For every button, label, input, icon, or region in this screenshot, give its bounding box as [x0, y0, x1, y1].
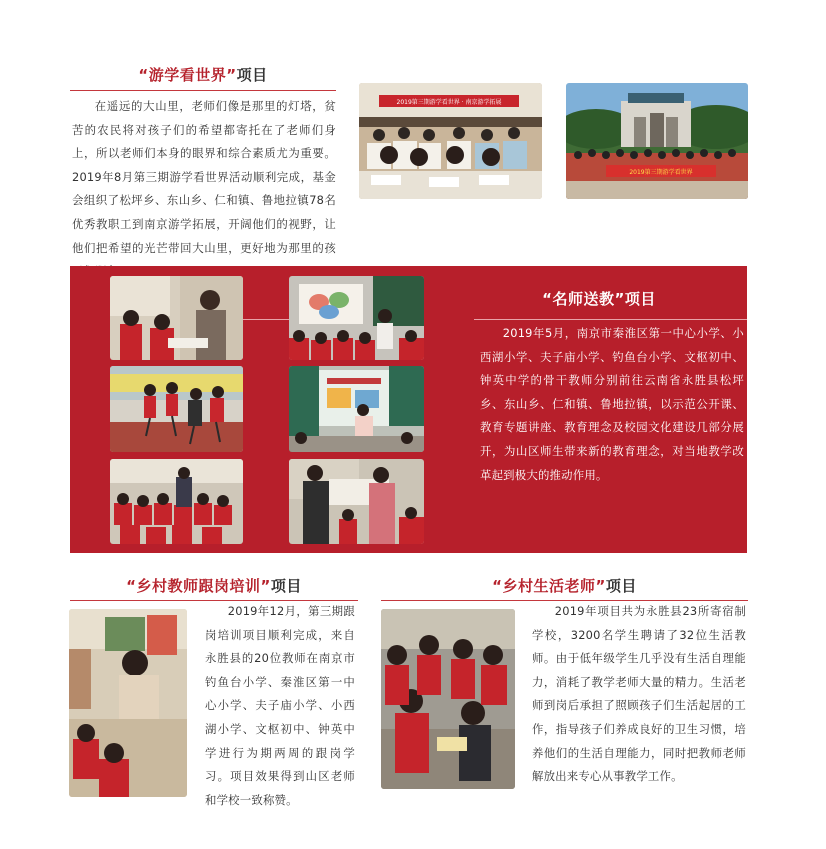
section3-paragraph: 2019年12月，第三期跟岗培训项目顺利完成，来自永胜县的20位教师在南京市钓鱼台小学、秦淮区第一中心小学、夫子庙小学、小西湖小学、文枢初中、钟英中学进行为期两周的跟岗学习。项目效果得到山区老师和学校一致称赞。 [205, 604, 355, 807]
group-banner-text: 2019第三期游学看世界 [629, 169, 693, 176]
section1-paragraph: 在遥远的大山里，老师们像是那里的灯塔，贫苦的农民将对孩子们的希望都寄托在了老师们身上，所以老师们本身的眼界和综合素质尤为重要。2019年8月第三期游学看世界活动顺利完成，基金会组织了松坪乡、东山乡、仁和镇、鲁地拉镇78名优秀教职工到南京游学拓展，开阔他们的视野，让他们把希望的光芒带回大山里，更好地为那里的孩 [72, 99, 336, 255]
section2-band [70, 266, 747, 553]
photo-lecture-screen [289, 366, 424, 452]
section1-title-suffix: 项目 [236, 66, 268, 84]
photo-playground-exercise [110, 366, 243, 452]
section1-title [70, 64, 336, 85]
photo-teacher-classroom [69, 609, 187, 797]
section4-title [381, 575, 748, 596]
photo-classroom-4 [289, 459, 424, 544]
section1-divider [70, 90, 336, 91]
photo-classroom-2 [289, 276, 424, 360]
section2-paragraph: 2019年5月，南京市秦淮区第一中心小学、小西湖小学、夫子庙小学、钓鱼台小学、文枢初中、钟英中学的骨干教师分别前往云南省永胜县松坪乡、东山乡、仁和镇、鲁地拉镇，以示范公开课、教育专题讲座、教育理念及校园文化建设几部分展开，为山区师生带来新的教育理念，对当地教学改革起到极大的推动作用。 [480, 326, 744, 482]
section4-title-quoted: “乡村生活老师” [492, 577, 606, 595]
section2-divider [243, 319, 289, 320]
photo-classroom-1 [110, 276, 243, 360]
section2-title-divider [474, 319, 747, 320]
section1-title-quoted: “游学看世界” [138, 66, 237, 84]
section3-title-suffix: 项目 [270, 577, 302, 595]
photo-classroom-3 [110, 459, 243, 544]
section3-title-quoted: “乡村教师跟岗培训” [126, 577, 271, 595]
section3-title [70, 575, 358, 596]
photo-group-outdoors [566, 83, 748, 199]
photo-life-teacher-children [381, 609, 515, 789]
section2-title-suffix: 项目 [624, 290, 656, 308]
section4-paragraph: 2019年项目共为永胜县23所寄宿制学校，3200名学生聘请了32位生活教师。由于低年级学生几乎没有生活自理能力，消耗了教学老师大量的精力。生活老师到岗后承担了照顾孩子们生活起居的工作，指导孩子们养成良好的卫生习惯，培养他们的生活自理能力，同时把教师老师解放出来专心从事教学工作。 [532, 604, 746, 784]
section2-title-quoted: “名师送教” [542, 290, 625, 308]
section4-title-suffix: 项目 [605, 577, 637, 595]
section2-title [491, 288, 707, 309]
section2-content [531, 288, 747, 309]
meeting-banner-text: 2019第三期游学看世界 · 南京游学拓展 [396, 99, 502, 106]
photo-meeting-hall [359, 83, 542, 199]
